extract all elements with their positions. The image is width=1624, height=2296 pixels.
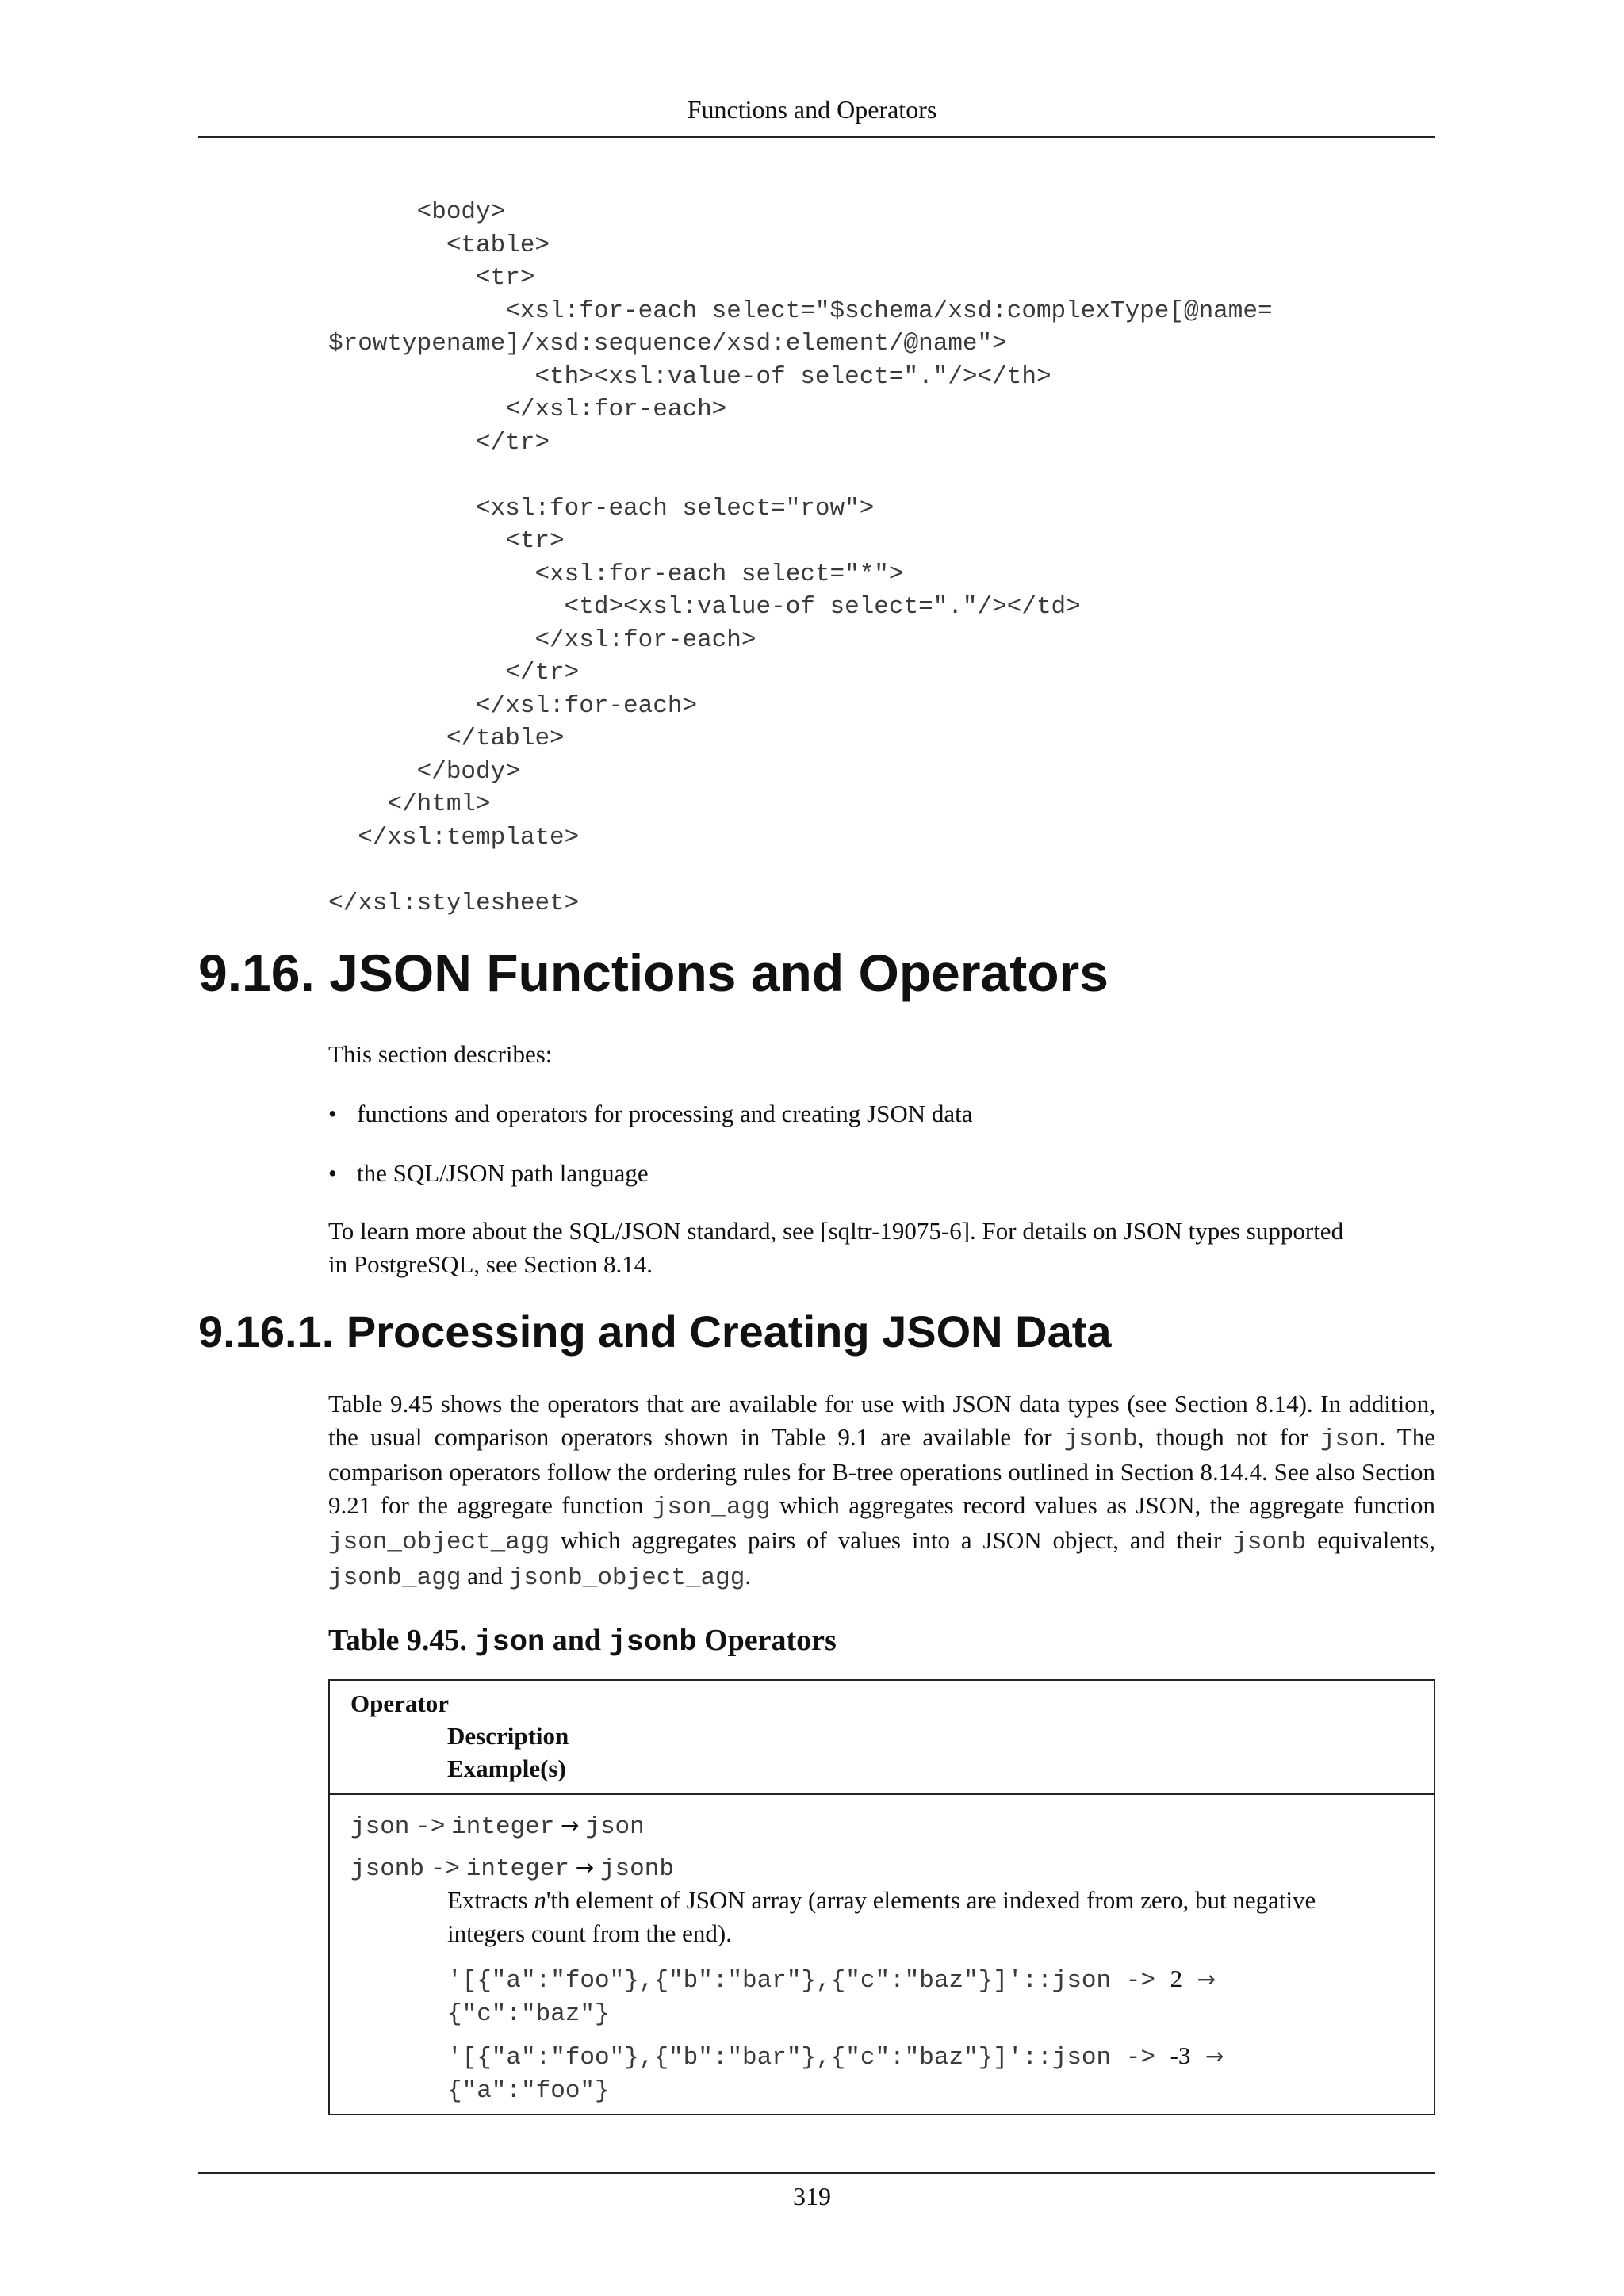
example-result: {"a":"foo"} [447, 2076, 610, 2105]
header-rule [198, 136, 1435, 138]
arrow-icon: → [1197, 1966, 1216, 1992]
sig-return: jsonb [599, 1855, 674, 1883]
bullet-dot: • [328, 1159, 337, 1187]
operator-signature [350, 1809, 645, 1843]
inline-code: jsonb [1232, 1529, 1307, 1556]
code-line: </tr> [328, 659, 580, 687]
inline-code: json_object_agg [328, 1529, 550, 1556]
caption-text: Operators [696, 1624, 837, 1657]
bullet-text: functions and operators for processing and creating JSON data [357, 1100, 973, 1127]
body-text: and [461, 1561, 509, 1590]
desc-text: integers count from the end). [447, 1919, 732, 1947]
code-line: </html> [328, 790, 491, 818]
body-text: which aggregates record values as JSON, the aggregate function [770, 1490, 1435, 1519]
bullet-item [328, 1098, 973, 1130]
more-info-line-1: To learn more about the SQL/JSON standard, see [sqltr-19075-6]. For details on JSON types supported [328, 1217, 1344, 1245]
section-title: 9.16. JSON Functions and Operators [198, 943, 1109, 1002]
body-text: equivalents, [1306, 1526, 1436, 1554]
code-line: </xsl:for-each> [328, 396, 727, 423]
inline-code: jsonb [1063, 1425, 1138, 1453]
sig-operator: -> [416, 1813, 446, 1841]
code-line: <tr> [328, 527, 565, 555]
table-caption [328, 1621, 837, 1662]
sig-type: json [350, 1813, 410, 1841]
code-line [328, 459, 1273, 492]
section-intro: This section describes: [328, 1040, 553, 1068]
body-paragraph [328, 1387, 1435, 1594]
more-info-line-2: in PostgreSQL, see Section 8.14. [328, 1249, 653, 1278]
bullet-item [328, 1158, 649, 1189]
code-line: </xsl:for-each> [328, 626, 756, 654]
example-2 [447, 2039, 1224, 2107]
code-line: </xsl:template> [328, 823, 580, 851]
code-line: <body> [328, 198, 506, 226]
operators-table [328, 1679, 1435, 2115]
operator-description [447, 1884, 1316, 1950]
arrow-icon: → [575, 1854, 595, 1881]
caption-text: and [545, 1624, 609, 1657]
bullet-dot: • [328, 1100, 337, 1127]
desc-text: 'th element of JSON array (array elements are indexed from zero, but negative [546, 1886, 1316, 1914]
example-code: '[{"a":"foo"},{"b":"bar"},{"c":"baz"}]'::json -> [447, 1967, 1170, 1995]
body-text: which aggregates pairs of values into a JSON object, and their [550, 1526, 1233, 1554]
code-line [328, 854, 1273, 887]
subsection-title: 9.16.1. Processing and Creating JSON Data [198, 1307, 1112, 1357]
body-text: , though not for [1137, 1422, 1321, 1451]
arrow-icon: → [561, 1812, 580, 1839]
code-line: $rowtypename]/xsd:sequence/xsd:element/@name"> [328, 330, 1007, 358]
page-number: 319 [793, 2182, 831, 2210]
example-arg: 2 [1170, 1965, 1183, 1992]
code-line: </tr> [328, 428, 550, 457]
operator-signature [350, 1851, 674, 1885]
code-line: </xsl:stylesheet> [328, 889, 580, 917]
inline-code: jsonb_object_agg [508, 1563, 745, 1592]
inline-code: json_agg [652, 1493, 771, 1521]
code-line: <table> [328, 231, 550, 259]
desc-text: Extracts [447, 1886, 534, 1914]
header-description: Description [447, 1722, 569, 1750]
bullet-text: the SQL/JSON path language [357, 1159, 649, 1187]
code-line: <td><xsl:value-of select="."/></td> [328, 593, 1081, 621]
header-operator: Operator [350, 1689, 449, 1717]
inline-code: jsonb_agg [328, 1563, 462, 1592]
caption-text: Table 9.45. [328, 1624, 475, 1657]
xsl-code-block [328, 196, 1273, 920]
header-examples: Example(s) [447, 1755, 566, 1782]
footer-rule [198, 2172, 1435, 2174]
example-code: '[{"a":"foo"},{"b":"bar"},{"c":"baz"}]'::json -> [447, 2044, 1170, 2072]
code-line: <xsl:for-each select="row"> [328, 494, 875, 522]
sig-return: json [585, 1813, 645, 1841]
sig-operator: -> [430, 1855, 460, 1883]
code-line: <xsl:for-each select="$schema/xsd:complexType[@name= [328, 297, 1273, 325]
table-header [330, 1681, 1434, 1795]
example-arg: -3 [1170, 2042, 1191, 2069]
example-1 [447, 1962, 1216, 2030]
caption-code: json [474, 1626, 546, 1659]
more-info-paragraph [328, 1215, 1435, 1280]
caption-code: jsonb [608, 1626, 697, 1659]
inline-code: json [1320, 1425, 1380, 1453]
code-line: <th><xsl:value-of select="."/></th> [328, 362, 1051, 391]
code-line: </xsl:for-each> [328, 691, 698, 720]
sig-type: jsonb [350, 1855, 425, 1883]
sig-arg: integer [451, 1813, 555, 1841]
running-header: Functions and Operators [687, 95, 937, 124]
code-line: <tr> [328, 264, 535, 292]
body-text: . [745, 1561, 752, 1590]
sig-arg: integer [465, 1855, 569, 1883]
body-text: Table 9.45 shows the operators that are available for use with JSON data types (see Section 8.14). In addition, the usual comparison operators shown in Table 9.1 are available for [328, 1390, 1435, 1451]
example-result: {"c":"baz"} [447, 1999, 610, 2028]
code-line: <xsl:for-each select="*"> [328, 560, 904, 588]
arrow-icon: → [1205, 2043, 1224, 2069]
desc-italic: n [534, 1886, 546, 1914]
code-line: </body> [328, 757, 520, 786]
code-line: </table> [328, 725, 565, 752]
body-text: . The comparison operators follow the ordering rules for B-tree operations outlined in Section 8.14.4. See also Section 9.21 for the aggregate function [328, 1422, 1435, 1519]
